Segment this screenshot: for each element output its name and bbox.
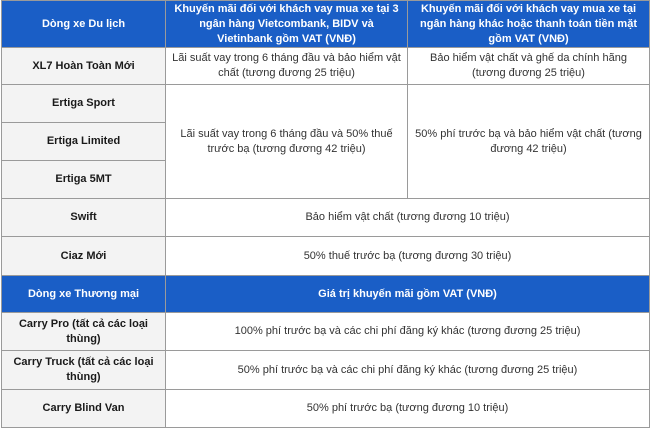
table-row xyxy=(2,351,650,390)
commercial-header-value: Giá trị khuyến mãi gồm VAT (VNĐ) xyxy=(166,276,650,313)
xl7-bank3-offer: Lãi suất vay trong 6 tháng đầu và bảo hiểm vật chất (tương đương 25 triệu) xyxy=(166,48,408,85)
model-ertiga-limited: Ertiga Limited xyxy=(2,123,166,161)
table-row xyxy=(2,313,650,351)
model-carry-blind-van: Carry Blind Van xyxy=(2,390,166,428)
model-carry-truck: Carry Truck (tất cả các loại thùng) xyxy=(2,351,166,390)
model-ciaz: Ciaz Mới xyxy=(2,237,166,276)
model-swift: Swift xyxy=(2,199,166,237)
table-row xyxy=(2,85,650,123)
model-xl7: XL7 Hoàn Toàn Mới xyxy=(2,48,166,85)
passenger-header-bank3: Khuyến mãi đối với khách vay mua xe tại 3 ngân hàng Vietcombank, BIDV và Vietinbank gồm VAT (VNĐ) xyxy=(166,1,408,48)
model-ertiga-sport: Ertiga Sport xyxy=(2,85,166,123)
table-row xyxy=(2,48,650,85)
swift-offer: Bảo hiểm vật chất (tương đương 10 triệu) xyxy=(166,199,650,237)
table-row xyxy=(2,390,650,428)
carry-truck-offer: 50% phí trước bạ và các chi phí đăng ký khác (tương đương 25 triệu) xyxy=(166,351,650,390)
table-row xyxy=(2,237,650,276)
ertiga-bank3-offer: Lãi suất vay trong 6 tháng đầu và 50% thuế trước bạ (tương đương 42 triệu) xyxy=(166,85,408,199)
carry-pro-offer: 100% phí trước bạ và các chi phí đăng ký khác (tương đương 25 triệu) xyxy=(166,313,650,351)
model-carry-pro: Carry Pro (tất cả các loại thùng) xyxy=(2,313,166,351)
ciaz-offer: 50% thuế trước bạ (tương đương 30 triệu) xyxy=(166,237,650,276)
ertiga-other-offer: 50% phí trước bạ và bảo hiểm vật chất (tương đương 42 triệu) xyxy=(408,85,650,199)
commercial-header-model: Dòng xe Thương mại xyxy=(2,276,166,313)
model-ertiga-5mt: Ertiga 5MT xyxy=(2,161,166,199)
carry-blind-van-offer: 50% phí trước bạ (tương đương 10 triệu) xyxy=(166,390,650,428)
passenger-header-other: Khuyến mãi đối với khách vay mua xe tại ngân hàng khác hoặc thanh toán tiền mặt gồm VAT (VNĐ) xyxy=(408,1,650,48)
passenger-header-row xyxy=(2,1,650,48)
xl7-other-offer: Bảo hiểm vật chất và ghế da chính hãng (tương đương 25 triệu) xyxy=(408,48,650,85)
table-row xyxy=(2,199,650,237)
passenger-header-model: Dòng xe Du lịch xyxy=(2,1,166,48)
promotion-table xyxy=(1,0,650,428)
commercial-header-row xyxy=(2,276,650,313)
